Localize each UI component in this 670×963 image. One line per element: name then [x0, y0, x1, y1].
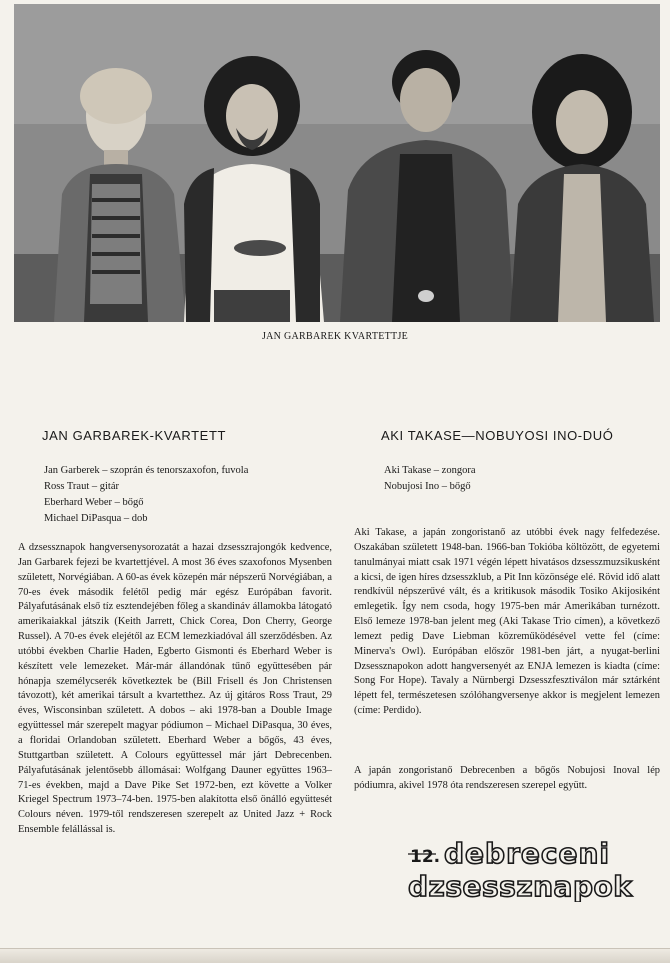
right-column-paragraph-1: Aki Takase, a japán zongoristanő az utóbbi évek nagy felfedezése. Oszakában született 1948-ban. 1966-ban Tokióba költözött, de egyetemi tanulmányai miatt csak 1971 végén lépett hivatásos dzsesszmuzsikusként a kicsi, de igen híres dzsesszklub, a Pit Inn közönsége elé. Rövid idő alatt rendkívül népszerűvé vált, és a kritikusok második Tosiko Akijosiként emlegetik. Így nem csoda, hogy 1975-ben már Amerikában turnézott. Első lemeze 1978-ban jelent meg (Aki Takase Trio címen), a következő lemezt pedig Dave Liebman közreműködésével vette fel (címe: Minerva's Owl). Európában először 1981-ben járt, a nyugat-berlini Dzsessznapokon adott hangversenyét az ENJA lemezen is kiadta (címe: Song For Hope). Tavaly a Nürnbergi Dzsesszfesztiválon már sztárként lépett fel, természetesen szólóhangversenye akkor is megjelent lemezen (címe: Perdido). [354, 527, 660, 717]
festival-logo [408, 832, 648, 902]
photo-caption: JAN GARBAREK KVARTETTJE [261, 331, 409, 342]
left-member-list [44, 463, 248, 527]
member-line: Ross Traut – gitár [44, 481, 119, 492]
right-column-heading: AKI TAKASE—NOBUYOSI INO-DUÓ [381, 428, 614, 443]
member-line: Eberhard Weber – bőgő [44, 497, 144, 508]
member-line: Jan Garberek – szoprán és tenorszaxofon, fuvola [44, 465, 249, 476]
left-column-paragraph: A dzsessznapok hangversenysorozatát a hazai dzsesszrajongók kedvence, Jan Garbarek fejezi be kvartettjével. A most 36 éves szaxofonos Mysenben született, Norvégiában. A 60-as évek közepén már népszerű Norvégiában, a 70-es évek második felétől pedig már egész Európában favorit. Pályafutásának első tíz esztendejében főleg a skandináv államokba látogató amerikaiakkal játszik (Keith Jarrett, Chick Corea, Don Cherry, George Russel). A 70-es évek elejétől az ECM lemezkiadóval áll szerződésben. Az utóbbi években Charlie Haden, Egberto Gismonti és Eberhard Weber is készített vele lemezeket. Már-már állandónak tűnő együttesében pár hónapja személycserék következtek be (Bill Frisell és Jon Christensen távozott), két amerikai társult a kvartetthez. Az új gitáros Ross Traut, 29 éves, Wisconsinban született. A dobos – aki 1978-ban a Double Image együttessel már szerepelt magyar pódiumon – Michael DiPasqua, 30 éves, a floridai Orlandoban született. Eberhard Weber a bőgős, 43 éves, Stuttgartban született. A Colours együttessel már járt Debrecenben. Pályafutásának jelentősebb állomásai: Wolfgang Dauner együttes 1963–71-es években, majd a Dave Pike Set 1972-ben, ezt követte a Volker Kriegel Spectrum 1973–74-ben. 1975-ben alakította első önálló együttesét Colours néven. 1979-től rendszeresen szerepelt az United Jazz + Rock Ensemble felállással is. [18, 542, 332, 836]
left-column-heading: JAN GARBAREK-KVARTETT [42, 428, 227, 443]
page-bottom-edge [0, 948, 670, 963]
logo-line-1: debreceni [444, 837, 610, 870]
logo-number: 12. [410, 847, 441, 867]
member-line: Nobujosi Ino – bőgő [384, 481, 471, 492]
right-member-list [384, 463, 476, 495]
band-photo [14, 4, 660, 322]
band-photo-drawing [14, 4, 660, 322]
member-line: Aki Takase – zongora [384, 465, 476, 476]
member-line: Michael DiPasqua – dob [44, 513, 148, 524]
right-column-paragraph-2: A japán zongoristanő Debrecenben a bőgős Nobujosi Inoval lép pódiumra, akivel 1978 óta rendszeresen szerepel együtt. [354, 765, 660, 791]
logo-line-2: dzsessznapok [408, 870, 633, 902]
